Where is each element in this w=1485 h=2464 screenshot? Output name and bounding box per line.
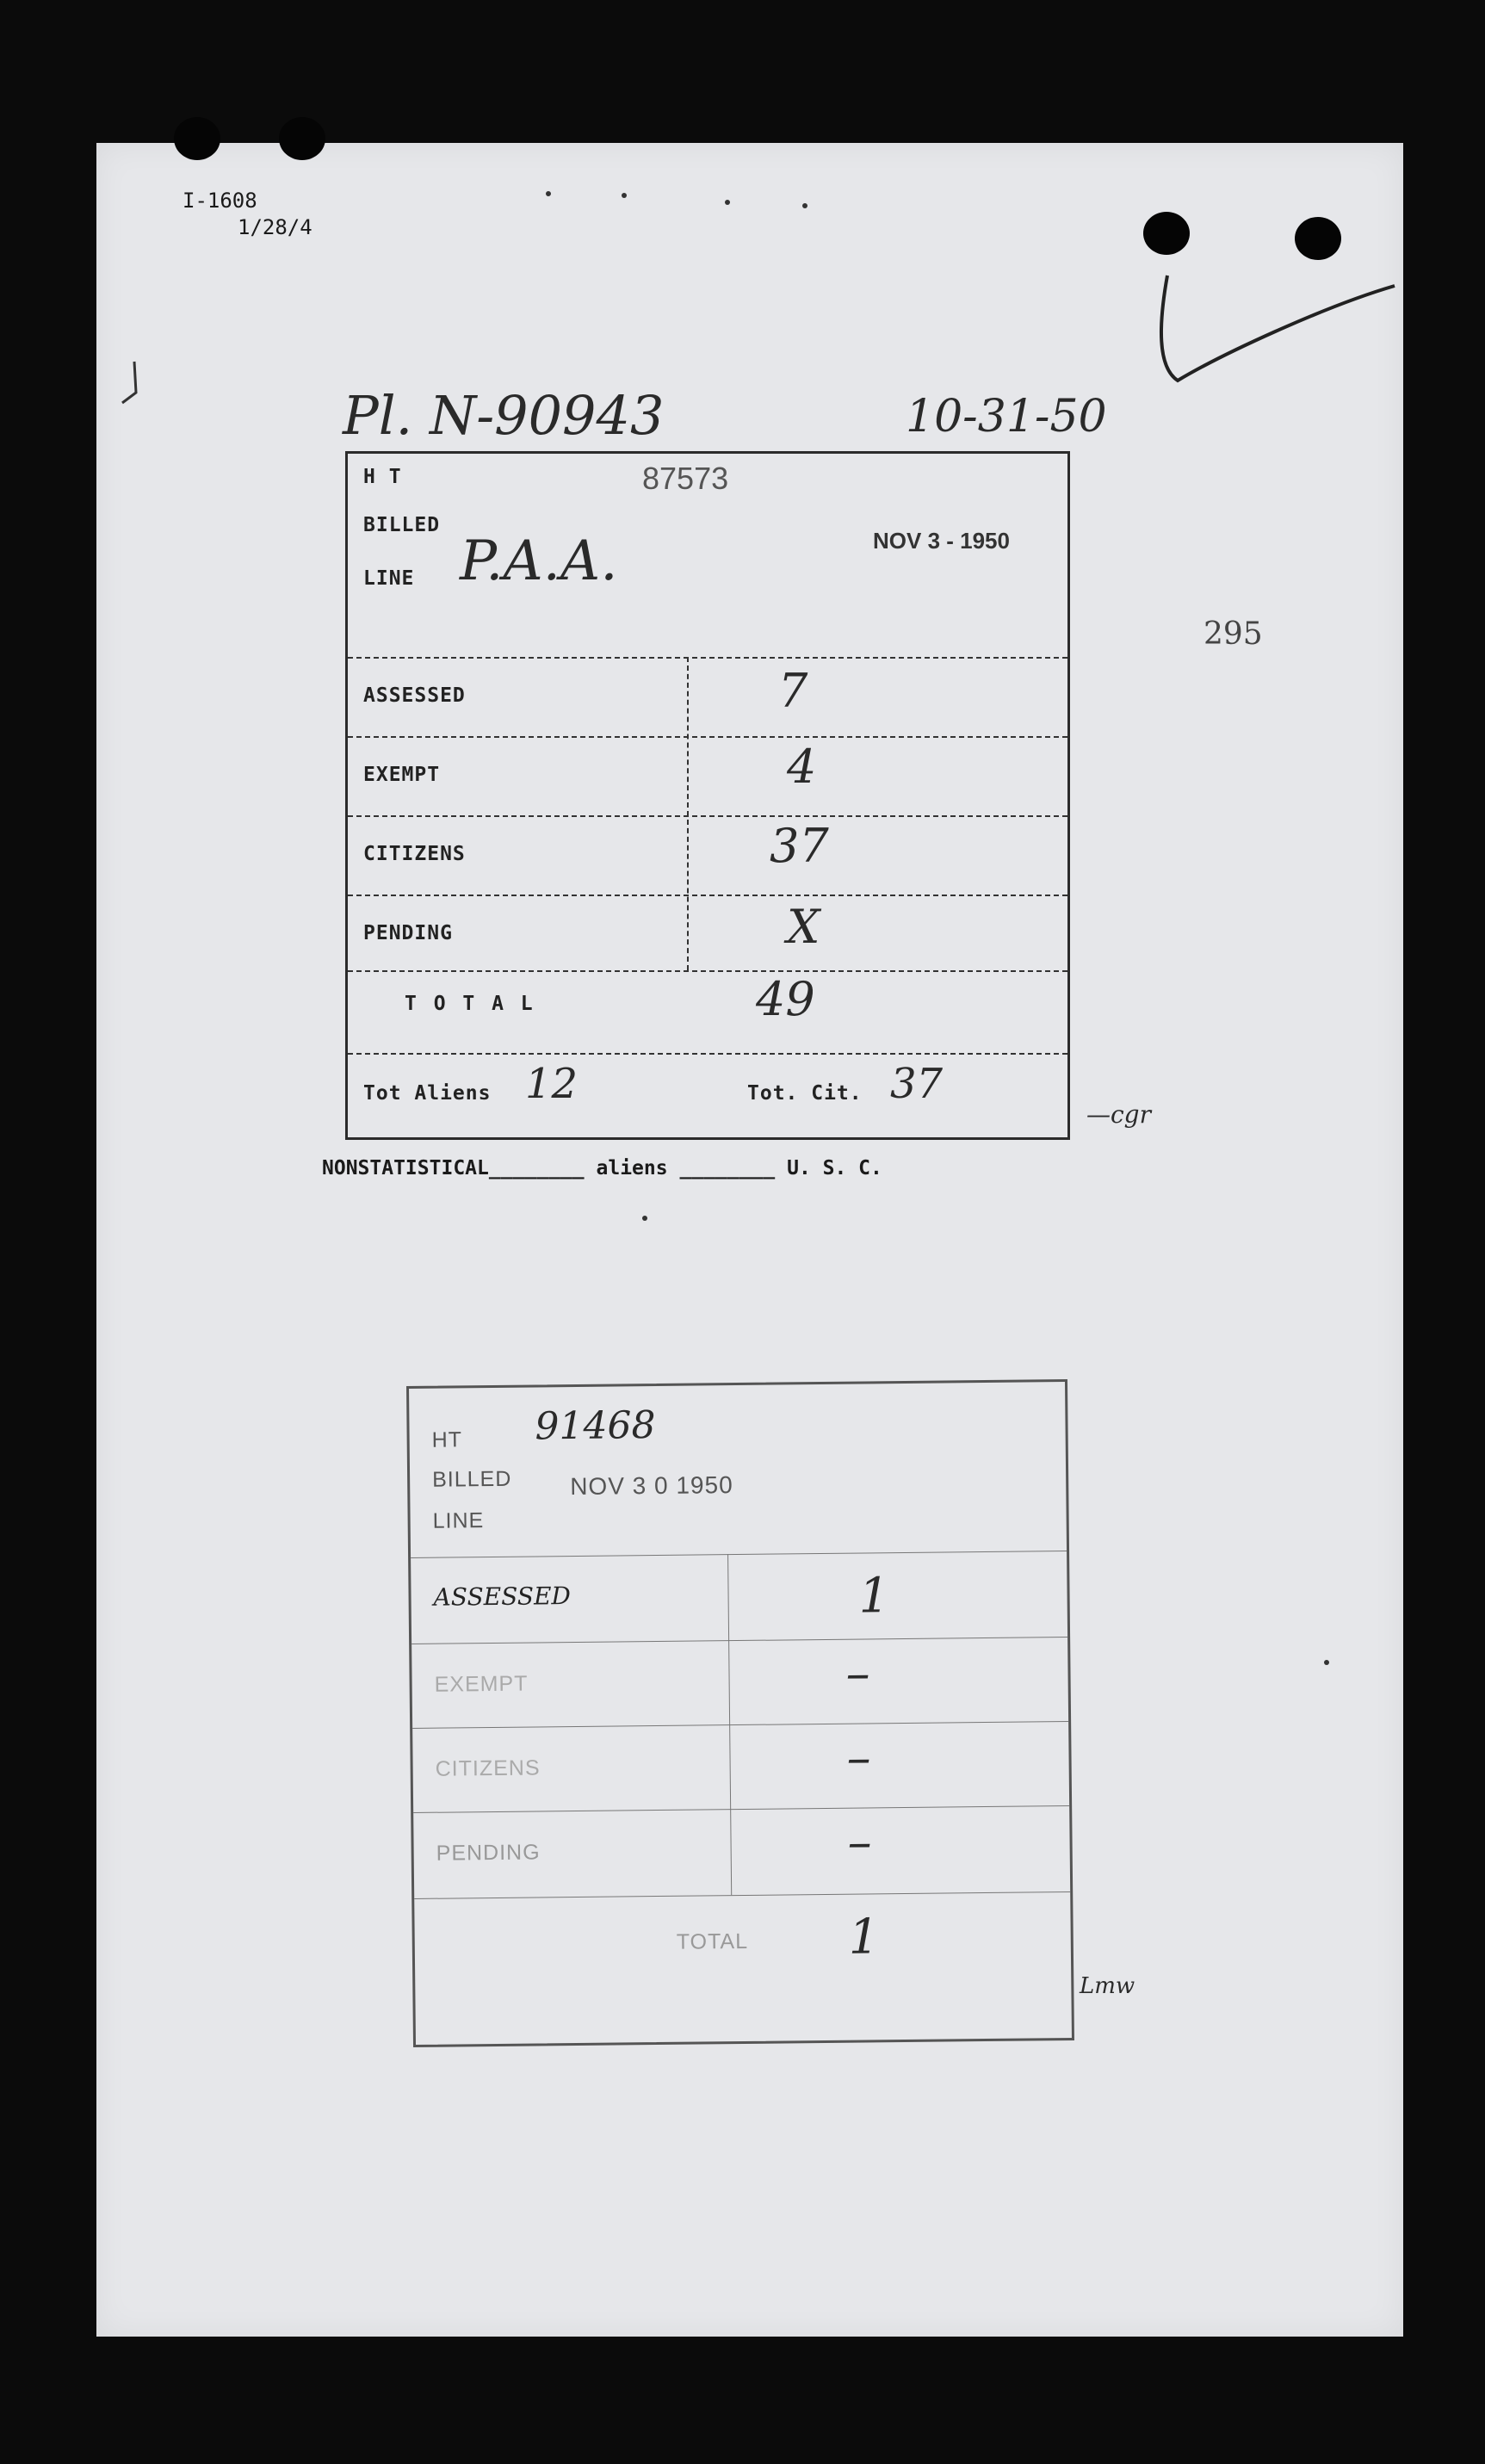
citizens-label: CITIZENS bbox=[363, 843, 466, 865]
row-separator bbox=[348, 736, 1067, 738]
blank-line: ________ bbox=[488, 1157, 597, 1179]
speck bbox=[642, 1216, 647, 1221]
line-label: LINE bbox=[363, 567, 415, 590]
total-value: 49 bbox=[756, 972, 815, 1026]
assessment-card-2 bbox=[406, 1379, 1074, 2047]
assessment-card-1 bbox=[345, 451, 1070, 1140]
line-label: LINE bbox=[432, 1508, 485, 1533]
total-value: 1 bbox=[848, 1909, 880, 1966]
nonstatistical-line bbox=[322, 1157, 882, 1179]
total-label: TOTAL bbox=[676, 1928, 749, 1954]
exempt-value: 4 bbox=[787, 740, 817, 794]
assessed-value: 1 bbox=[858, 1568, 890, 1625]
tot-aliens-value: 12 bbox=[525, 1060, 579, 1108]
punch-hole bbox=[174, 117, 220, 160]
column-separator bbox=[687, 657, 689, 970]
row-separator bbox=[348, 970, 1067, 972]
usc-label: U. S. C. bbox=[787, 1157, 882, 1179]
citizens-label: CITIZENS bbox=[435, 1755, 541, 1781]
tot-cit-value: 37 bbox=[890, 1060, 944, 1108]
citizens-value: – bbox=[846, 1730, 871, 1786]
row-separator bbox=[348, 815, 1067, 817]
ht-label: H T bbox=[363, 466, 402, 488]
exempt-label: EXEMPT bbox=[434, 1671, 529, 1697]
blank-line: ________ bbox=[679, 1157, 776, 1179]
stamp-date: NOV 3 - 1950 bbox=[873, 528, 1010, 554]
speck bbox=[546, 191, 551, 196]
row-separator bbox=[411, 1637, 1067, 1644]
handwritten-date: 10-31-50 bbox=[906, 391, 1107, 443]
total-label: T O T A L bbox=[405, 993, 535, 1015]
speck bbox=[622, 193, 627, 198]
form-number: I-1608 bbox=[183, 189, 257, 213]
speck bbox=[725, 200, 730, 205]
form-revision: 1/28/4 bbox=[238, 215, 312, 239]
ht-number: 87573 bbox=[642, 461, 729, 496]
row-separator bbox=[413, 1805, 1069, 1813]
tot-aliens-label: Tot Aliens bbox=[363, 1082, 492, 1105]
aliens-label: aliens bbox=[596, 1157, 668, 1179]
assessed-label: ASSESSED bbox=[433, 1582, 572, 1612]
ht-label: HT bbox=[431, 1427, 463, 1452]
row-separator bbox=[348, 895, 1067, 896]
initials-1: —cgr bbox=[1086, 1100, 1151, 1129]
document-page bbox=[96, 143, 1403, 2337]
ht-number: 91468 bbox=[535, 1403, 656, 1449]
tick-mark bbox=[117, 358, 143, 410]
tot-cit-label: Tot. Cit. bbox=[747, 1082, 863, 1105]
pending-label: PENDING bbox=[363, 922, 453, 944]
punch-hole bbox=[1143, 212, 1190, 255]
page-number: 295 bbox=[1203, 616, 1263, 652]
speck bbox=[802, 203, 807, 208]
row-separator bbox=[411, 1551, 1067, 1558]
punch-hole bbox=[279, 117, 325, 160]
punch-hole bbox=[1295, 217, 1341, 260]
pending-label: PENDING bbox=[436, 1840, 541, 1866]
pending-value: X bbox=[787, 900, 820, 954]
assessed-label: ASSESSED bbox=[363, 684, 466, 707]
initials-2: Lmw bbox=[1080, 1973, 1135, 1999]
assessed-value: 7 bbox=[778, 664, 808, 718]
check-mark bbox=[1152, 272, 1401, 410]
billed-label: BILLED bbox=[431, 1466, 512, 1492]
exempt-value: – bbox=[845, 1645, 870, 1702]
row-separator bbox=[412, 1721, 1068, 1729]
line-value: P.A.A. bbox=[460, 529, 618, 593]
billed-label: BILLED bbox=[363, 514, 441, 536]
nonstatistical-label: NONSTATISTICAL bbox=[322, 1157, 489, 1179]
row-separator bbox=[348, 1053, 1067, 1055]
handwritten-reference: Pl. N-90943 bbox=[343, 384, 665, 447]
row-separator bbox=[414, 1891, 1070, 1899]
stamp-date: NOV 3 0 1950 bbox=[570, 1471, 733, 1501]
row-separator bbox=[348, 657, 1067, 659]
citizens-value: 37 bbox=[770, 819, 829, 873]
speck bbox=[1324, 1660, 1329, 1665]
pending-value: – bbox=[847, 1814, 872, 1871]
exempt-label: EXEMPT bbox=[363, 764, 441, 786]
